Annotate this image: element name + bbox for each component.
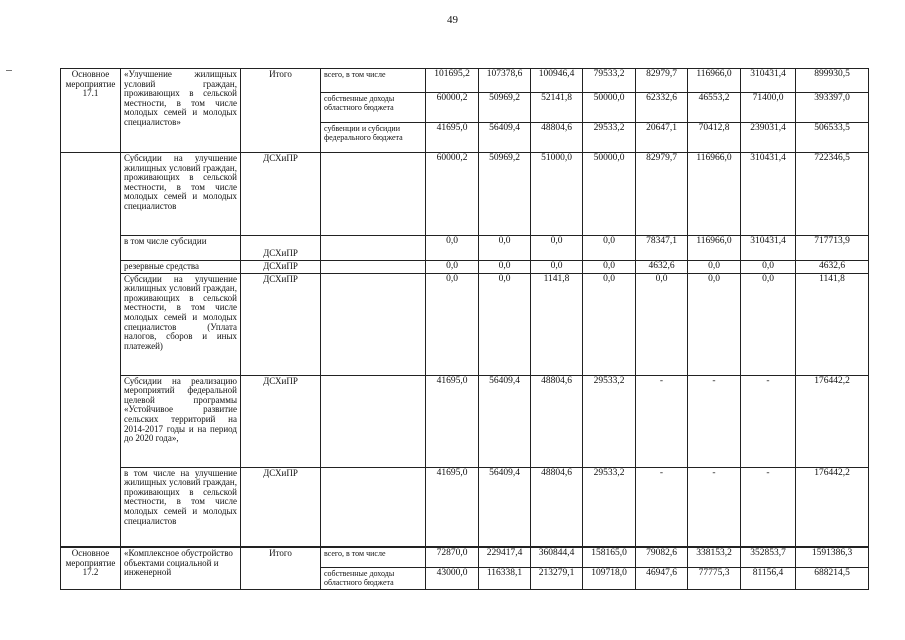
value-cell: 79533,2	[583, 69, 636, 93]
value-cell: 116338,1	[479, 567, 531, 589]
value-cell: 82979,7	[636, 153, 688, 236]
value-cell: 29533,2	[583, 123, 636, 153]
table-row	[61, 153, 869, 236]
total-cell: 1591386,3	[796, 547, 869, 567]
value-cell: 51000,0	[531, 153, 583, 236]
subitem-title-cell: Субсидии на улучшение жилищных условий граждан, проживающих в сельской местности, в том числе молодых семей и молодых специалистов (Уплата налогов, сборов и иных платежей)	[121, 273, 241, 375]
value-cell: 1141,8	[531, 273, 583, 375]
funding-source-cell: собственные доходы областного бюджета	[321, 93, 426, 123]
value-cell: 41695,0	[426, 375, 479, 467]
value-cell: -	[741, 375, 796, 467]
value-cell: 71400,0	[741, 93, 796, 123]
value-cell: 52141,8	[531, 93, 583, 123]
activity-title-cell: «Комплексное обустройство объектами социальной и инженерной	[121, 547, 241, 589]
value-cell: 56409,4	[479, 467, 531, 547]
subitem-title-cell: Субсидии на реализацию мероприятий федеральной целевой программы «Устойчивое развитие сельских территорий на 2014-2017 годы и на период до 2020 года»,	[121, 375, 241, 467]
value-cell: 158165,0	[583, 547, 636, 567]
value-cell: 0,0	[426, 236, 479, 261]
value-cell: 41695,0	[426, 123, 479, 153]
value-cell: -	[741, 467, 796, 547]
funding-source-cell	[321, 236, 426, 261]
value-cell: 43000,0	[426, 567, 479, 589]
value-cell: 213279,1	[531, 567, 583, 589]
value-cell: 116966,0	[688, 153, 741, 236]
value-cell: 77775,3	[688, 567, 741, 589]
table-row	[61, 236, 869, 261]
activity-code-cell: Основное мероприятие 17.2	[61, 547, 121, 589]
total-cell: 176442,2	[796, 467, 869, 547]
value-cell: 0,0	[426, 273, 479, 375]
value-cell: 48804,6	[531, 123, 583, 153]
table-row	[61, 375, 869, 467]
value-cell: 100946,4	[531, 69, 583, 93]
value-cell: 56409,4	[479, 123, 531, 153]
value-cell: 78347,1	[636, 236, 688, 261]
executor-cell: Итого	[241, 547, 321, 589]
value-cell: 50000,0	[583, 153, 636, 236]
value-cell: 0,0	[479, 273, 531, 375]
table-row	[61, 69, 869, 93]
total-cell: 899930,5	[796, 69, 869, 93]
value-cell: 0,0	[741, 273, 796, 375]
funding-source-cell	[321, 467, 426, 547]
total-cell: 688214,5	[796, 567, 869, 589]
value-cell: 0,0	[741, 261, 796, 274]
value-cell: 360844,4	[531, 547, 583, 567]
total-cell: 717713,9	[796, 236, 869, 261]
activity-code-cell: Основное мероприятие 17.1	[61, 69, 121, 153]
value-cell: 79082,6	[636, 547, 688, 567]
value-cell: 72870,0	[426, 547, 479, 567]
executor-cell: ДСХиПР	[241, 467, 321, 547]
subitem-title-cell: резервные средства	[121, 261, 241, 274]
empty-cell	[61, 153, 121, 548]
value-cell: 0,0	[636, 273, 688, 375]
funding-source-cell: всего, в том числе	[321, 547, 426, 567]
value-cell: 48804,6	[531, 375, 583, 467]
funding-source-cell: собственные доходы областного бюджета	[321, 567, 426, 589]
value-cell: 46947,6	[636, 567, 688, 589]
value-cell: 0,0	[583, 273, 636, 375]
total-cell: 722346,5	[796, 153, 869, 236]
value-cell: 70412,8	[688, 123, 741, 153]
budget-table	[60, 68, 869, 590]
value-cell: 338153,2	[688, 547, 741, 567]
value-cell: 116966,0	[688, 236, 741, 261]
value-cell: 310431,4	[741, 236, 796, 261]
value-cell: 109718,0	[583, 567, 636, 589]
value-cell: 352853,7	[741, 547, 796, 567]
margin-mark	[6, 70, 12, 71]
executor-cell: ДСХиПР	[241, 236, 321, 261]
total-cell: 393397,0	[796, 93, 869, 123]
funding-source-cell: субвенции и субсидии федерального бюджета	[321, 123, 426, 153]
table-row	[61, 261, 869, 274]
subitem-title-cell: в том числе субсидии	[121, 236, 241, 261]
value-cell: 0,0	[531, 236, 583, 261]
value-cell: -	[688, 467, 741, 547]
value-cell: -	[636, 375, 688, 467]
funding-source-cell	[321, 153, 426, 236]
value-cell: 107378,6	[479, 69, 531, 93]
executor-cell: ДСХиПР	[241, 261, 321, 274]
subitem-title-cell: в том числе на улучшение жилищных условий граждан, проживающих в сельской местности, в том числе молодых семей и молодых специалистов	[121, 467, 241, 547]
executor-cell: ДСХиПР	[241, 153, 321, 236]
value-cell: 56409,4	[479, 375, 531, 467]
executor-cell: Итого	[241, 69, 321, 153]
value-cell: 0,0	[688, 261, 741, 274]
value-cell: 116966,0	[688, 69, 741, 93]
value-cell: 0,0	[479, 261, 531, 274]
value-cell: 60000,2	[426, 153, 479, 236]
executor-cell: ДСХиПР	[241, 273, 321, 375]
value-cell: -	[688, 375, 741, 467]
value-cell: 239031,4	[741, 123, 796, 153]
value-cell: 50000,0	[583, 93, 636, 123]
page-number: 49	[447, 14, 458, 26]
value-cell: 81156,4	[741, 567, 796, 589]
table-row	[61, 273, 869, 375]
executor-cell: ДСХиПР	[241, 375, 321, 467]
value-cell: 310431,4	[741, 153, 796, 236]
value-cell: 310431,4	[741, 69, 796, 93]
value-cell: 0,0	[688, 273, 741, 375]
funding-source-cell	[321, 375, 426, 467]
value-cell: 29533,2	[583, 467, 636, 547]
value-cell: 50969,2	[479, 153, 531, 236]
value-cell: 50969,2	[479, 93, 531, 123]
total-cell: 4632,6	[796, 261, 869, 274]
table-row	[61, 467, 869, 547]
activity-title-cell: «Улучшение жилищных условий граждан, проживающих в сельской местности, в том числе молодых семей и молодых специалистов»	[121, 69, 241, 153]
funding-source-cell	[321, 273, 426, 375]
value-cell: 29533,2	[583, 375, 636, 467]
value-cell: 0,0	[426, 261, 479, 274]
funding-source-cell: всего, в том числе	[321, 69, 426, 93]
value-cell: 46553,2	[688, 93, 741, 123]
total-cell: 176442,2	[796, 375, 869, 467]
value-cell: 0,0	[531, 261, 583, 274]
value-cell: 48804,6	[531, 467, 583, 547]
value-cell: 0,0	[583, 261, 636, 274]
value-cell: 62332,6	[636, 93, 688, 123]
value-cell: 82979,7	[636, 69, 688, 93]
value-cell: 4632,6	[636, 261, 688, 274]
value-cell: 101695,2	[426, 69, 479, 93]
value-cell: 229417,4	[479, 547, 531, 567]
total-cell: 1141,8	[796, 273, 869, 375]
subitem-title-cell: Субсидии на улучшение жилищных условий граждан, проживающих в сельской местности, в том числе молодых семей и молодых специалистов	[121, 153, 241, 236]
value-cell: 60000,2	[426, 93, 479, 123]
value-cell: 20647,1	[636, 123, 688, 153]
value-cell: -	[636, 467, 688, 547]
funding-source-cell	[321, 261, 426, 274]
value-cell: 0,0	[479, 236, 531, 261]
total-cell: 506533,5	[796, 123, 869, 153]
value-cell: 41695,0	[426, 467, 479, 547]
value-cell: 0,0	[583, 236, 636, 261]
table-row	[61, 547, 869, 567]
